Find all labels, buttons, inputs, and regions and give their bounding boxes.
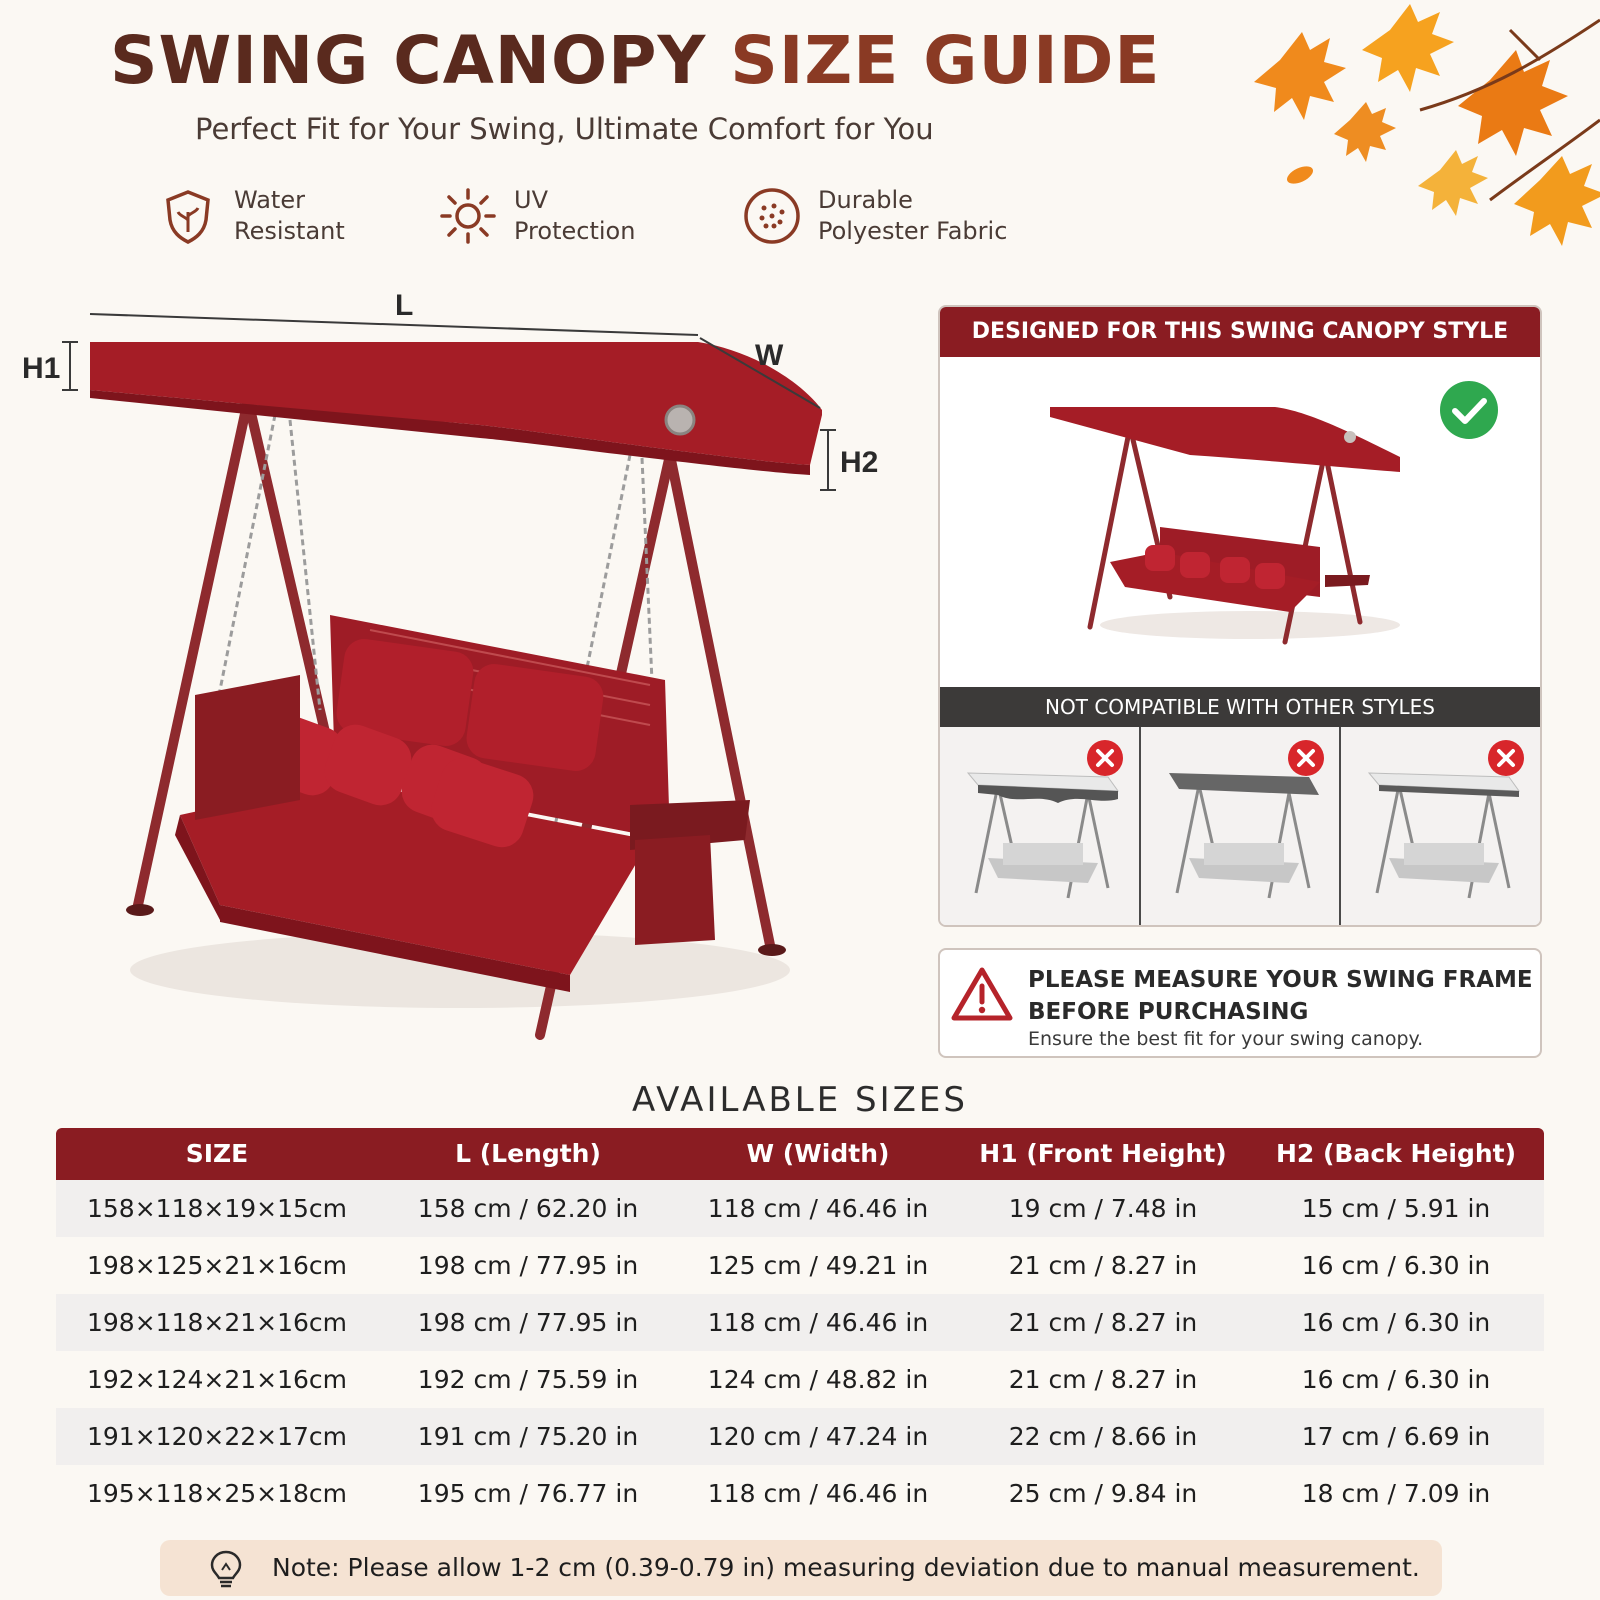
sizes-title: AVAILABLE SIZES: [632, 1080, 968, 1120]
table-row: [56, 1237, 1544, 1294]
sizes-table: [56, 1128, 1544, 1522]
sun-icon: [438, 186, 498, 246]
check-icon: [1438, 379, 1500, 441]
cell-width: 124 cm / 48.82 in: [707, 1365, 929, 1394]
warning-subtitle: Ensure the best fit for your swing canopy.: [1028, 1028, 1424, 1050]
back-height-label: H2: [840, 446, 879, 479]
length-label: L: [395, 289, 414, 322]
incompatible-style-1: [940, 727, 1141, 927]
cell-front-height: 21 cm / 8.27 in: [1008, 1251, 1198, 1280]
incompatible-style-2: [1141, 727, 1342, 927]
cell-length: 191 cm / 75.20 in: [417, 1422, 639, 1451]
header-size: SIZE: [185, 1139, 249, 1168]
cell-length: 195 cm / 76.77 in: [417, 1479, 639, 1508]
cell-size: 198×125×21×16cm: [87, 1251, 347, 1280]
page-subtitle: Perfect Fit for Your Swing, Ultimate Comfort for You: [195, 112, 934, 146]
incompatible-swing-image: [1359, 763, 1527, 903]
cell-back-height: 16 cm / 6.30 in: [1301, 1251, 1491, 1280]
shield-leaf-icon: [158, 186, 218, 246]
feature-line-2: Resistant: [234, 217, 345, 245]
header-front-height: H1 (Front Height): [979, 1139, 1227, 1168]
warning-triangle-icon: [950, 964, 1014, 1024]
cell-back-height: 17 cm / 6.69 in: [1301, 1422, 1491, 1451]
table-row: [56, 1465, 1544, 1522]
table-row: [56, 1180, 1544, 1237]
feature-line-1: Water: [234, 186, 305, 214]
cell-length: 158 cm / 62.20 in: [417, 1194, 639, 1223]
feature-uv-protection: [438, 185, 635, 247]
cell-front-height: 22 cm / 8.66 in: [1008, 1422, 1198, 1451]
cross-icon: [1086, 739, 1124, 777]
cell-length: 198 cm / 77.95 in: [417, 1251, 639, 1280]
compatible-swing-image: [1050, 397, 1430, 647]
header-width: W (Width): [746, 1139, 890, 1168]
table-body: [56, 1180, 1544, 1522]
width-label: W: [755, 339, 784, 372]
note-text: Note: Please allow 1-2 cm (0.39-0.79 in) measuring deviation due to manual measurement.: [272, 1553, 1420, 1582]
cell-back-height: 15 cm / 5.91 in: [1301, 1194, 1491, 1223]
table-row: [56, 1351, 1544, 1408]
table-header: [56, 1128, 1544, 1180]
feature-line-2: Protection: [514, 217, 636, 245]
cell-length: 192 cm / 75.59 in: [417, 1365, 639, 1394]
table-row: [56, 1408, 1544, 1465]
cell-width: 118 cm / 46.46 in: [707, 1194, 929, 1223]
cell-front-height: 19 cm / 7.48 in: [1008, 1194, 1198, 1223]
cell-size: 198×118×21×16cm: [87, 1308, 347, 1337]
title-part-2: SIZE GUIDE: [730, 22, 1161, 99]
compatibility-panel: [938, 305, 1542, 927]
incompatible-swing-image: [1159, 763, 1327, 903]
table-row: [56, 1294, 1544, 1351]
incompatible-swing-image: [958, 763, 1126, 903]
feature-line-1: UV: [514, 186, 548, 214]
warning-title: PLEASE MEASURE YOUR SWING FRAME BEFORE PURCHASING: [1028, 967, 1533, 1025]
cell-width: 118 cm / 46.46 in: [707, 1479, 929, 1508]
compatible-style-section: [940, 357, 1540, 687]
cross-icon: [1487, 739, 1525, 777]
autumn-leaves-decoration: [1240, 0, 1600, 300]
page-title: [110, 22, 1161, 99]
compatible-style-header: DESIGNED FOR THIS SWING CANOPY STYLE: [940, 307, 1540, 357]
cell-width: 120 cm / 47.24 in: [707, 1422, 929, 1451]
swing-dimension-illustration: [10, 280, 900, 1060]
cell-back-height: 16 cm / 6.30 in: [1301, 1365, 1491, 1394]
cell-size: 192×124×21×16cm: [87, 1365, 347, 1394]
fabric-icon: [742, 186, 802, 246]
incompatible-style-3: [1341, 727, 1540, 927]
cell-front-height: 25 cm / 9.84 in: [1008, 1479, 1198, 1508]
front-height-label: H1: [22, 352, 61, 385]
feature-durable-fabric: [742, 185, 1007, 247]
lightbulb-icon: [206, 1546, 246, 1590]
feature-line-1: Durable: [818, 186, 913, 214]
header-back-height: H2 (Back Height): [1275, 1139, 1517, 1168]
cell-size: 158×118×19×15cm: [87, 1194, 347, 1223]
cell-size: 195×118×25×18cm: [87, 1479, 347, 1508]
measurement-note: [160, 1540, 1442, 1596]
cell-front-height: 21 cm / 8.27 in: [1008, 1365, 1198, 1394]
cell-width: 118 cm / 46.46 in: [707, 1308, 929, 1337]
cell-width: 125 cm / 49.21 in: [707, 1251, 929, 1280]
cell-length: 198 cm / 77.95 in: [417, 1308, 639, 1337]
measure-warning-box: [938, 948, 1542, 1058]
header-length: L (Length): [455, 1139, 601, 1168]
cell-back-height: 16 cm / 6.30 in: [1301, 1308, 1491, 1337]
title-part-1: SWING CANOPY: [110, 22, 707, 99]
incompatible-styles-section: [940, 727, 1540, 927]
feature-water-resistant: [158, 185, 345, 247]
cell-back-height: 18 cm / 7.09 in: [1301, 1479, 1491, 1508]
cell-front-height: 21 cm / 8.27 in: [1008, 1308, 1198, 1337]
cross-icon: [1287, 739, 1325, 777]
not-compatible-banner: NOT COMPATIBLE WITH OTHER STYLES: [940, 687, 1540, 727]
feature-line-2: Polyester Fabric: [818, 217, 1008, 245]
cell-size: 191×120×22×17cm: [87, 1422, 347, 1451]
